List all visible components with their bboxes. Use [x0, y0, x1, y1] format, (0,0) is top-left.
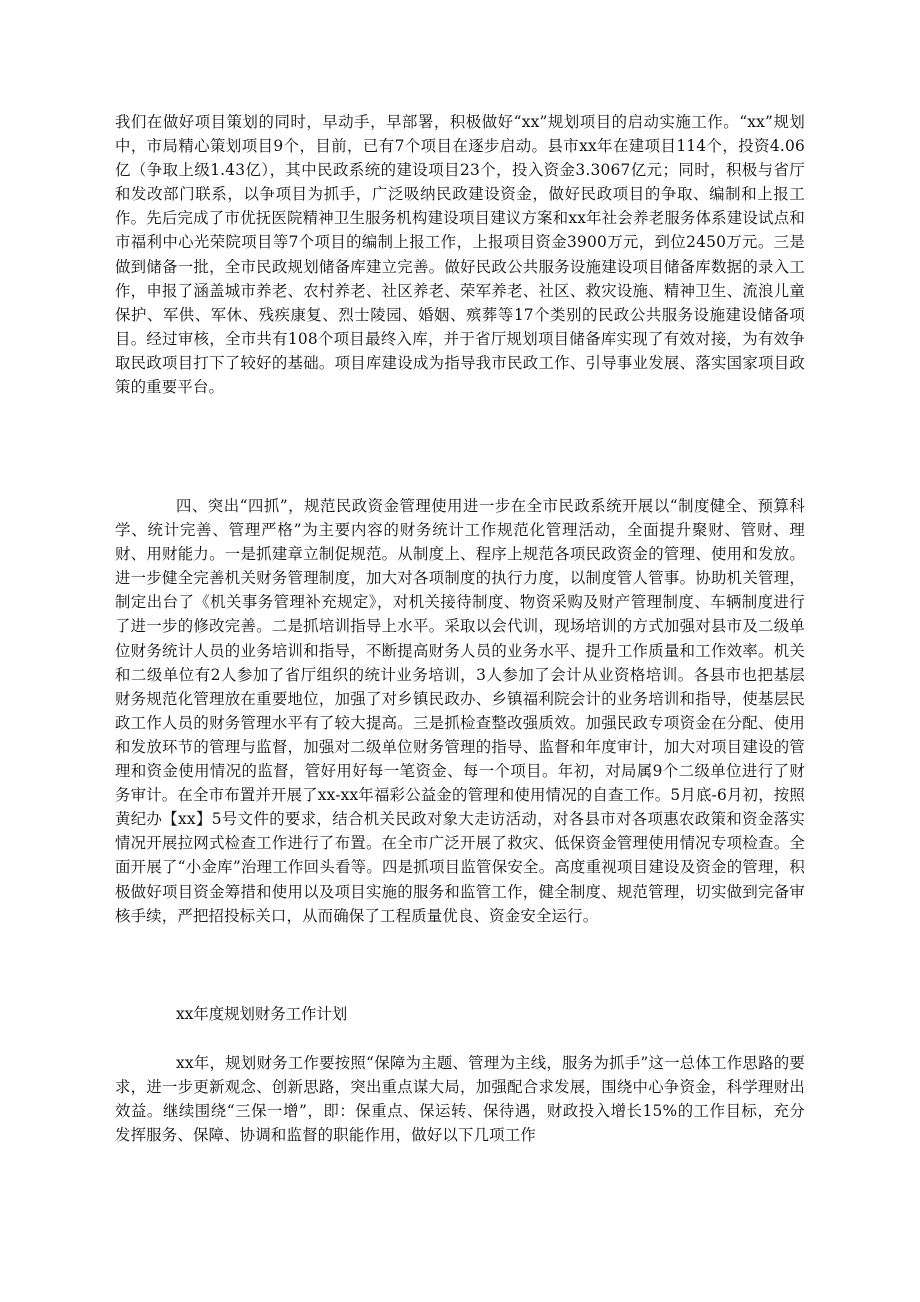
section-heading: xx年度规划财务工作计划	[176, 1005, 348, 1023]
paragraph-four-grasps: 四、突出“四抓”，规范民政资金管理使用进一步在全市民政系统开展以“制度健全、预算科学、统计完善、管理严格”为主要内容的财务统计工作规范化管理活动，全面提升聚财、管财、理财、用财能力。一是抓建章立制促规范。从制度上、程序上规范各项民政资金的管理、使用和发放。进一步健全完善机关财务管理制度，加大对各项制度的执行力度，以制度管人管事。协助机关管理，制定出台了《机关事务管理补充规定》，对机关接待制度、物资采购及财产管理制度、车辆制度进行了进一步的修改完善。二是抓培训指导上水平。采取以会代训，现场培训的方式加强对县市及二级单位财务统计人员的业务培训和指导，不断提高财务人员的业务水平、提升工作质量和工作效率。机关和二级单位有2人参加了省厅组织的统计业务培训，3人参加了会计从业资格培训。各县市也把基层财务规范化管理放在重要地位，加强了对乡镇民政办、乡镇福利院会计的业务培训和指导，使基层民政工作人员的财务管理水平有了较大提高。三是抓检查整改强质效。加强民政专项资金在分配、使用和发放环节的管理与监督，加强对二级单位财务管理的指导、监督和年度审计，加大对项目建设的管理和资金使用情况的监督，管好用好每一笔资金、每一个项目。年初，对局属9个二级单位进行了财务审计。在全市布置并开展了xx-xx年福彩公益金的管理和使用情况的自查工作。5月底-6月初，按照黄纪办【xx】5号文件的要求，结合机关民政对象大走访活动，对各县市对各项惠农政策和资金落实情况开展拉网式检查工作进行了布置。在全市广泛开展了救灾、低保资金管理使用情况专项检查。全面开展了“小金库”治理工作回头看等。四是抓项目监管保安全。高度重视项目建设及资金的管理，积极做好项目资金筹措和使用以及项目实施的服务和监管工作，健全制度、规范管理，切实做到完备审核手续，严把招投标关口，从而确保了工程质量优良、资金安全运行。	[115, 497, 805, 925]
paragraph-work-plan: xx年，规划财务工作要按照“保障为主题、管理为主线，服务为抓手”这一总体工作思路的要求，进一步更新观念、创新思路，突出重点谋大局，加强配合求发展，围绕中心争资金，科学理财出效益。继续围绕“三保一增”，即：保重点、保运转、保待遇，财政投入增长15%的工作目标，充分发挥服务、保障、协调和监督的职能作用，做好以下几项工作	[115, 1054, 805, 1145]
paragraph-project-planning: 我们在做好项目策划的同时，早动手，早部署，积极做好“xx”规划项目的启动实施工作。“xx”规划中，市局精心策划项目9个，目前，已有7个项目在逐步启动。县市xx年在建项目114个，投资4.06亿（争取上级1.43亿），其中民政系统的建设项目23个，投入资金3.3067亿元；同时，积极与省厅和发改部门联系，以争项目为抓手，广泛吸纳民政建设资金，做好民政项目的争取、编制和上报工作。先后完成了市优抚医院精神卫生服务机构建设项目建议方案和xx年社会养老服务体系建设试点和市福利中心光荣院项目等7个项目的编制上报工作，上报项目资金3900万元，到位2450万元。三是做到储备一批，全市民政规划储备库建立完善。做好民政公共服务设施建设项目储备库数据的录入工作，申报了涵盖城市养老、农村养老、社区养老、荣军养老、社区、救灾设施、精神卫生、流浪儿童保护、军供、军休、残疾康复、烈士陵园、婚姻、殡葬等17个类别的民政公共服务设施建设储备项目。经过审核，全市共有108个项目最终入库，并于省厅规划项目储备库实现了有效对接，为有效争取民政项目打下了较好的基础。项目库建设成为指导我市民政工作、引导事业发展、落实国家项目政策的重要平台。	[115, 113, 805, 397]
